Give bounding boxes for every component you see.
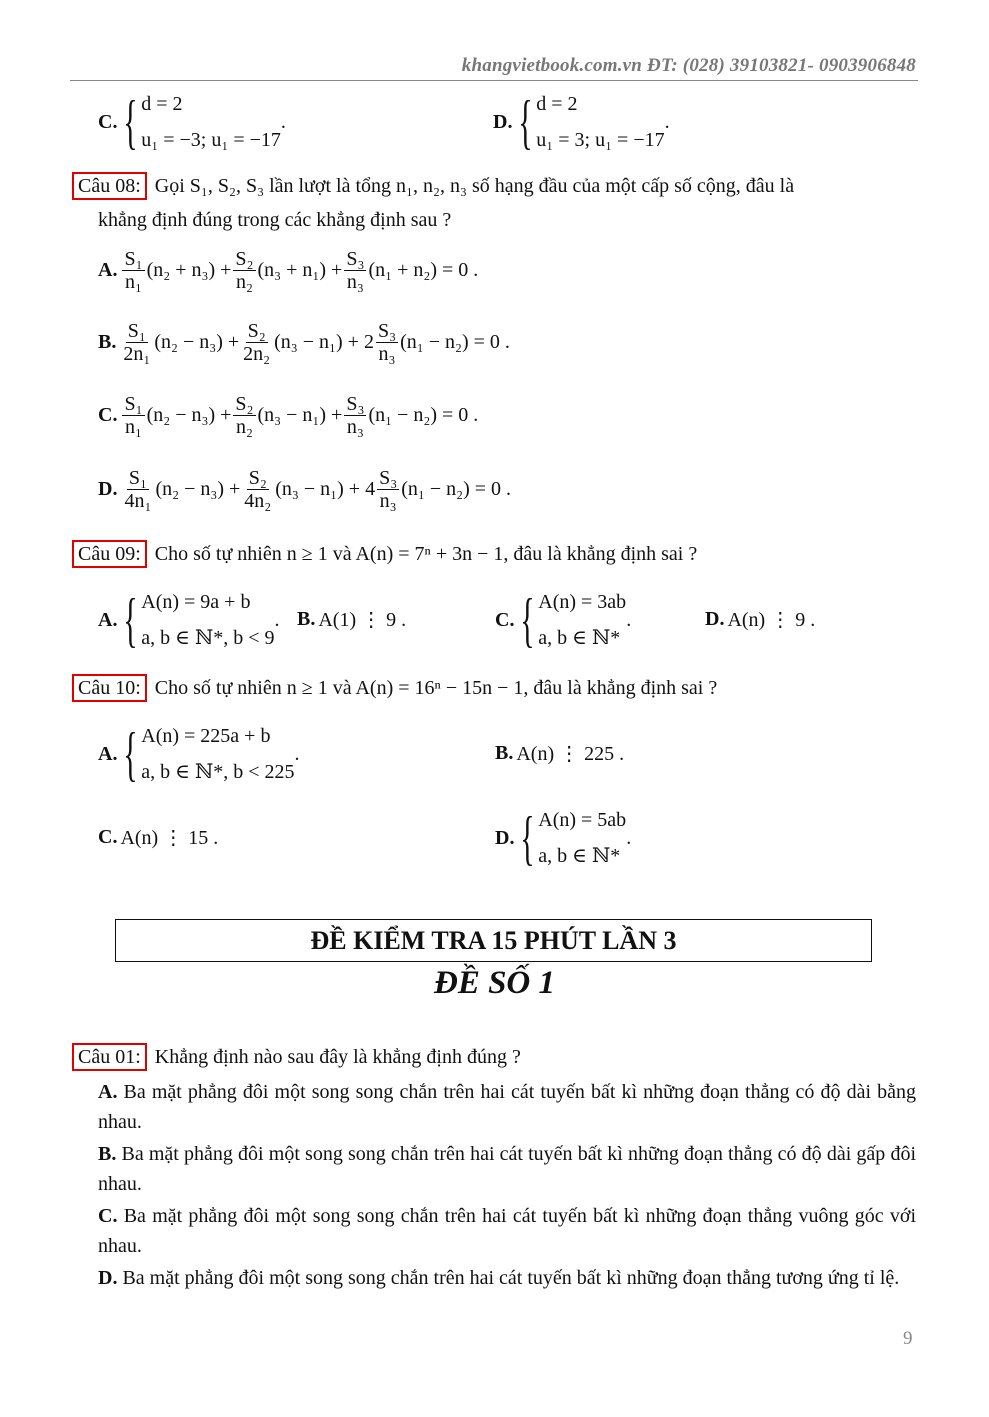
question-text: Gọi S₁, S₂, S₃ lần lượt là tổng n₁, n₂, n₃ số hạng đầu của một cấp số cộng, đâu là	[154, 174, 795, 197]
system	[120, 588, 274, 652]
option-label: D.	[98, 478, 118, 500]
q09-option-b[interactable]	[297, 607, 406, 632]
question-text: Cho số tự nhiên n ≥ 1 và A(n) = 16ⁿ − 15n − 1, đâu là khẳng định sai ?	[154, 676, 718, 699]
formula-text: A(1) ⋮ 9 .	[318, 609, 407, 631]
fraction	[242, 467, 273, 512]
system-line: A(n) = 3ab	[538, 591, 627, 613]
question-09	[72, 540, 697, 568]
system-line: a, b ∈ ℕ*	[538, 627, 621, 649]
q08-option-d[interactable]	[98, 467, 511, 512]
system	[517, 806, 626, 870]
fraction	[122, 393, 144, 438]
numerator: S₃	[346, 248, 365, 270]
fraction	[121, 320, 152, 365]
question-label: Câu 09:	[72, 540, 147, 568]
formula-text: (n₁ − n₂) = 0 .	[368, 404, 479, 426]
system-lines	[538, 588, 626, 652]
page-header: khangvietbook.com.vn ĐT: (028) 39103821- 0903906848	[461, 55, 916, 76]
numerator: S₃	[346, 393, 365, 415]
question-text-cont: khẳng định đúng trong các khẳng định sau ?	[98, 209, 452, 231]
fraction	[344, 393, 366, 438]
formula-text: A(n) ⋮ 225 .	[516, 743, 625, 765]
numerator: S₂	[235, 248, 254, 270]
system-lines	[141, 722, 294, 786]
formula-text: A(n) ⋮ 9 .	[727, 609, 816, 631]
system: { d = 2 u₁ = −3; u₁ = −17	[123, 89, 281, 155]
numerator: S₁	[127, 320, 146, 342]
denominator: 4n₁	[124, 490, 152, 512]
q08-option-c[interactable]	[98, 393, 478, 438]
q10-option-d[interactable]	[495, 806, 631, 870]
denominator: n₁	[125, 271, 142, 293]
option-label: A.	[98, 608, 118, 631]
question-label: Câu 08:	[72, 172, 147, 200]
question-01	[72, 1043, 521, 1071]
numerator: S₃	[379, 467, 398, 489]
formula-text: (n₃ + n₁) +	[257, 259, 343, 281]
formula-text: (n₁ − n₂) = 0 .	[401, 478, 512, 500]
period: .	[280, 110, 286, 133]
q01-option-a[interactable]	[98, 1077, 916, 1137]
period: .	[664, 110, 670, 133]
option-label: D.	[705, 608, 725, 630]
option-label: B.	[297, 608, 316, 630]
numerator: S₁	[128, 467, 147, 489]
numerator: S₂	[248, 467, 267, 489]
formula-text: (n₂ − n₃) +	[155, 478, 241, 500]
numerator: S₁	[124, 393, 143, 415]
fraction	[122, 248, 144, 293]
system-line: d = 2	[536, 93, 578, 115]
formula-text: .	[274, 608, 280, 631]
option-text: Ba mặt phẳng đôi một song song chắn trên hai cát tuyến bất kì những đoạn thẳng có độ dài gấp đôi nhau.	[98, 1143, 916, 1195]
option-label: B.	[98, 331, 117, 353]
prev-option-c	[98, 90, 286, 154]
denominator: n₃	[378, 343, 396, 365]
formula-text: (n₂ + n₃) +	[146, 259, 232, 281]
option-label: D.	[495, 826, 515, 849]
fraction	[122, 467, 153, 512]
q10-option-c[interactable]	[98, 825, 218, 850]
system-line: d = 2	[141, 93, 183, 115]
q10-option-b[interactable]	[495, 741, 624, 766]
option-text: Ba mặt phẳng đôi một song song chắn trên hai cát tuyến bất kì những đoạn thẳng có độ dài bằng nhau.	[98, 1081, 916, 1133]
question-text: Cho số tự nhiên n ≥ 1 và A(n) = 7ⁿ + 3n − 1, đâu là khẳng định sai ?	[154, 542, 698, 565]
question-08	[72, 172, 794, 200]
system	[120, 722, 294, 786]
q01-option-d[interactable]	[98, 1263, 916, 1293]
page-number: 9	[903, 1328, 913, 1349]
q01-option-b[interactable]	[98, 1139, 916, 1199]
test-title: ĐỀ KIỂM TRA 15 PHÚT LẦN 3	[115, 919, 872, 962]
option-label: A.	[98, 1081, 118, 1103]
fraction	[233, 393, 255, 438]
denominator: n₂	[235, 416, 253, 438]
numerator: S₁	[124, 248, 143, 270]
system-line: u₁ = 3; u₁ = −17	[536, 129, 665, 151]
option-label: C.	[98, 404, 118, 426]
fraction	[344, 248, 366, 293]
option-label: B.	[98, 1143, 117, 1165]
test-subtitle: ĐỀ SỐ 1	[433, 965, 556, 1001]
fraction	[241, 320, 272, 365]
q09-option-c[interactable]	[495, 588, 631, 652]
system-lines	[538, 806, 626, 870]
numerator: S₂	[235, 393, 254, 415]
formula-text: (n₃ − n₁) +	[257, 404, 343, 426]
q01-option-c[interactable]	[98, 1201, 916, 1261]
denominator: 2n₂	[243, 343, 271, 365]
question-10	[72, 674, 717, 702]
option-label: C.	[98, 1205, 118, 1227]
brace: {	[520, 805, 536, 871]
formula-text: (n₁ − n₂) = 0 .	[400, 331, 510, 353]
question-text: Khẳng định nào sau đây là khẳng định đúng ?	[154, 1045, 521, 1068]
denominator: n₁	[125, 416, 142, 438]
denominator: n₃	[346, 416, 364, 438]
option-label: C.	[98, 826, 118, 848]
brace: {	[123, 721, 139, 787]
prev-option-d	[493, 90, 670, 154]
formula-text: (n₂ − n₃) +	[154, 331, 240, 353]
numerator: S₂	[247, 320, 266, 342]
option-label: A.	[98, 742, 118, 765]
system-line: a, b ∈ ℕ*, b < 225	[141, 761, 295, 783]
option-label: C.	[495, 608, 515, 631]
formula-text: .	[626, 826, 632, 849]
formula-text: A(n) ⋮ 15 .	[120, 827, 219, 849]
option-label: B.	[495, 742, 514, 764]
denominator: 4n₂	[244, 490, 272, 512]
question-label: Câu 10:	[72, 674, 147, 702]
denominator: n₃	[346, 271, 364, 293]
formula-text: (n₂ − n₃) +	[146, 404, 232, 426]
system-line: A(n) = 225a + b	[141, 725, 271, 747]
option-text: Ba mặt phẳng đôi một song song chắn trên hai cát tuyến bất kì những đoạn thẳng vuông góc với nhau.	[98, 1205, 917, 1257]
system-line: u₁ = −3; u₁ = −17	[141, 129, 281, 151]
q09-option-a[interactable]	[98, 588, 280, 652]
q10-option-a[interactable]	[98, 722, 300, 786]
question-label: Câu 01:	[72, 1043, 147, 1071]
system: { d = 2 u₁ = 3; u₁ = −17	[518, 89, 665, 155]
system-line: a, b ∈ ℕ*	[538, 845, 621, 867]
numerator: S₃	[377, 320, 397, 342]
fraction	[377, 467, 399, 512]
denominator: n₃	[379, 490, 397, 512]
system	[517, 588, 626, 652]
formula-text: (n₃ − n₁) + 4	[275, 478, 376, 500]
option-label: A.	[98, 259, 118, 281]
formula-text: .	[626, 608, 632, 631]
system-line: A(n) = 5ab	[538, 809, 627, 831]
formula-text: (n₁ + n₂) = 0 .	[368, 259, 479, 281]
option-label: D.	[493, 110, 513, 133]
denominator: n₂	[235, 271, 253, 293]
formula-text: (n₃ − n₁) + 2	[274, 331, 374, 353]
brace: {	[123, 587, 139, 653]
q08-option-b[interactable]	[98, 320, 510, 365]
option-label: C.	[98, 110, 118, 133]
q08-option-a[interactable]	[98, 248, 478, 293]
q09-option-d[interactable]	[705, 607, 815, 632]
system-line: A(n) = 9a + b	[141, 591, 251, 613]
fraction	[376, 320, 398, 365]
formula-text: .	[294, 742, 300, 765]
header-divider	[70, 80, 918, 81]
option-text: Ba mặt phẳng đôi một song song chắn trên hai cát tuyến bất kì những đoạn thẳng tương ứng tỉ lệ.	[122, 1267, 900, 1289]
system-line: a, b ∈ ℕ*, b < 9	[141, 627, 275, 649]
system-lines	[141, 588, 274, 652]
brace: {	[520, 587, 536, 653]
option-label: D.	[98, 1267, 118, 1289]
denominator: 2n₁	[123, 343, 151, 365]
fraction	[233, 248, 255, 293]
